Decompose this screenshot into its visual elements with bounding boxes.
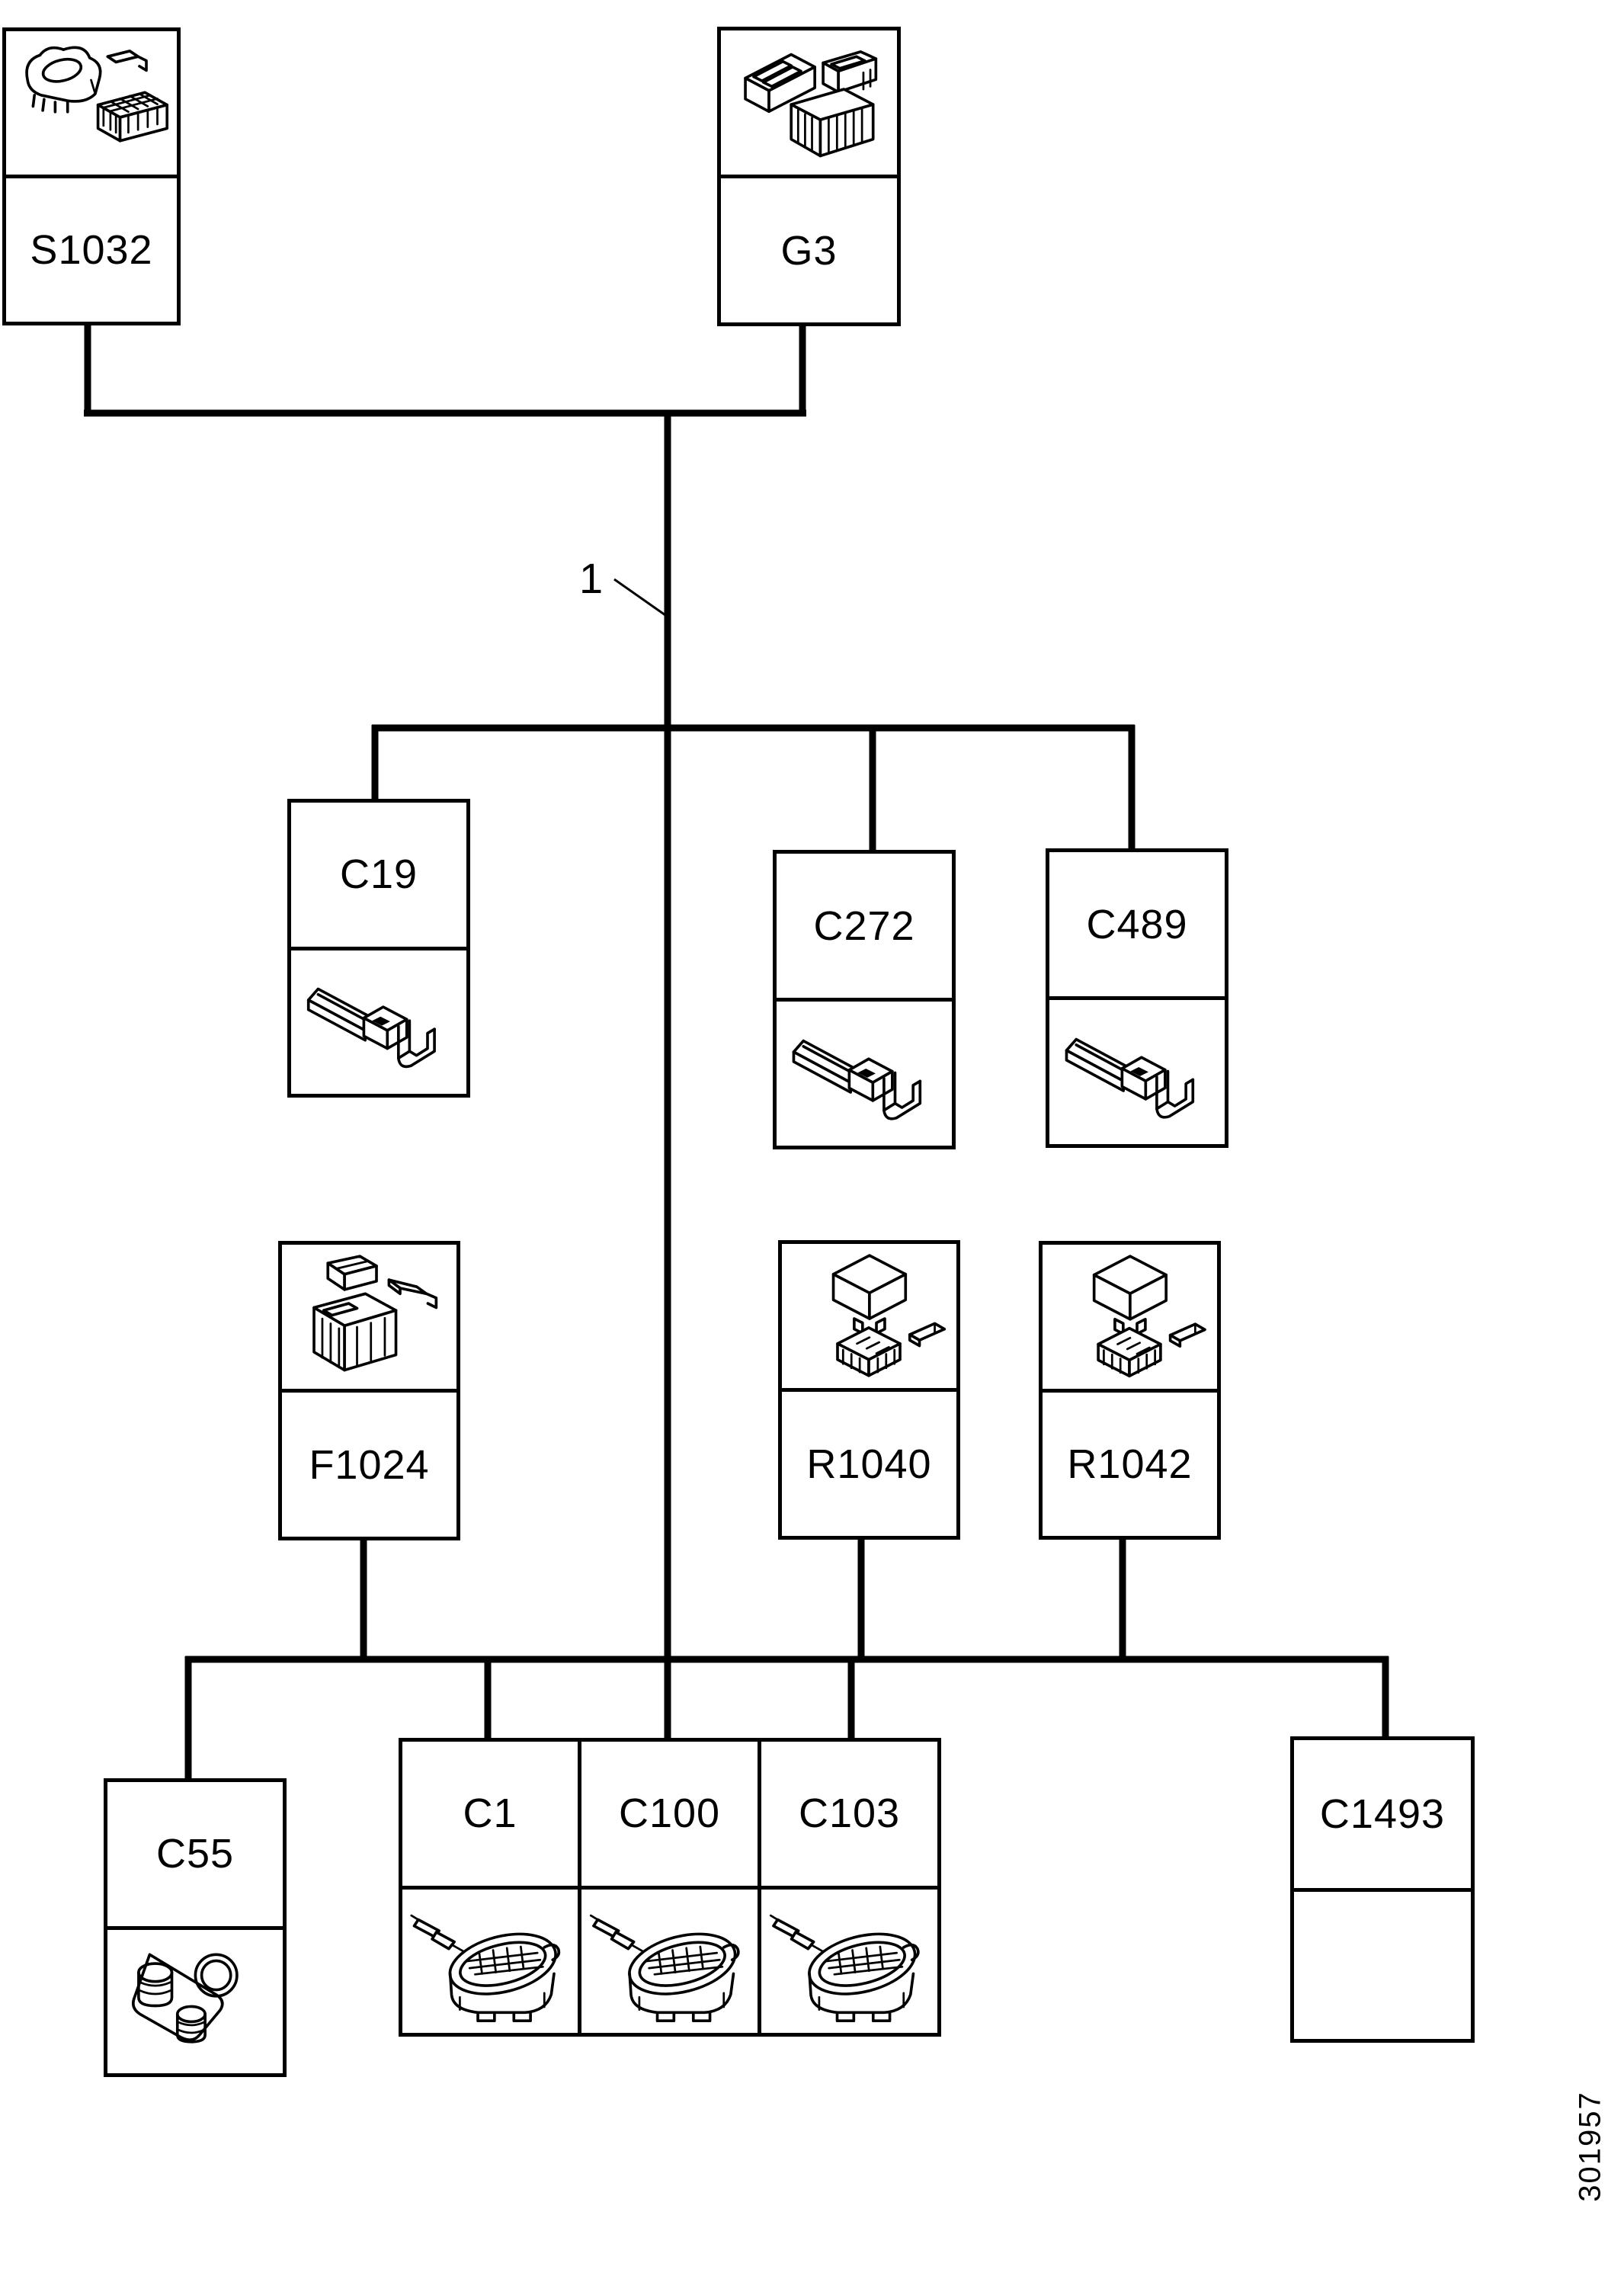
- node-label: C272: [813, 902, 915, 949]
- oval-connector-icon: [406, 1893, 575, 2028]
- node-box-r1040: [778, 1240, 960, 1540]
- node-box-c1493: [1290, 1736, 1475, 2043]
- c1493-empty-cell: [1294, 1888, 1471, 2040]
- node-box-c100: [578, 1738, 761, 2037]
- r1042-image-cell: [1043, 1245, 1217, 1389]
- node-box-c19: [287, 799, 470, 1098]
- s1032-image-cell: [6, 31, 177, 175]
- document-number-text: 301957: [1573, 2091, 1607, 2202]
- node-label: C103: [798, 1790, 901, 1837]
- oval-connector-icon: [585, 1893, 754, 2028]
- r1040-image-cell: [782, 1244, 956, 1388]
- node-label: R1042: [1043, 1389, 1217, 1537]
- g3-image-cell: [721, 30, 897, 175]
- harness-ref-label: 1: [579, 554, 604, 602]
- f1024-image-cell: [282, 1245, 456, 1389]
- node-label: C489: [1086, 901, 1188, 947]
- relay-icon: [1046, 1249, 1214, 1384]
- node-box-g3: [717, 27, 901, 326]
- crimp-terminal-icon: [295, 954, 463, 1089]
- node-box-c1: [399, 1738, 581, 2037]
- node-label: F1024: [282, 1389, 456, 1537]
- c1-image-cell: [402, 1886, 578, 2034]
- c100-image-cell: [581, 1886, 758, 2034]
- node-label: C55: [155, 1831, 235, 1877]
- c489-image-cell: [1049, 996, 1225, 1144]
- node-label: C1: [463, 1790, 517, 1837]
- c272-image-cell: [777, 998, 952, 1146]
- node-box-r1042: [1039, 1241, 1221, 1540]
- housing-connector-icon: [725, 35, 894, 171]
- node-label: C1493: [1319, 1790, 1446, 1837]
- node-box-c55: [104, 1778, 287, 2077]
- node-label: G3: [721, 175, 897, 322]
- node-box-f1024: [278, 1241, 460, 1540]
- node-box-s1032: [2, 27, 181, 325]
- node-box-c489: [1046, 848, 1228, 1148]
- grommet-bracket-icon: [111, 1934, 280, 2069]
- node-box-c103: [758, 1738, 941, 2037]
- crimp-terminal-icon: [1053, 1005, 1222, 1140]
- c19-image-cell: [291, 947, 466, 1095]
- node-label: C100: [618, 1790, 721, 1837]
- node-box-c272: [773, 850, 956, 1149]
- node-label: C19: [339, 851, 418, 898]
- c103-image-cell: [761, 1886, 937, 2034]
- switch-connector-icon: [9, 36, 173, 171]
- ref-leader-line: [614, 579, 665, 615]
- relay-icon: [786, 1249, 953, 1384]
- fuse-holder-icon: [286, 1249, 453, 1385]
- c55-image-cell: [107, 1926, 283, 2074]
- node-label: R1040: [782, 1388, 956, 1536]
- crimp-terminal-icon: [780, 1006, 949, 1142]
- node-label: S1032: [6, 175, 177, 322]
- oval-connector-icon: [765, 1893, 934, 2028]
